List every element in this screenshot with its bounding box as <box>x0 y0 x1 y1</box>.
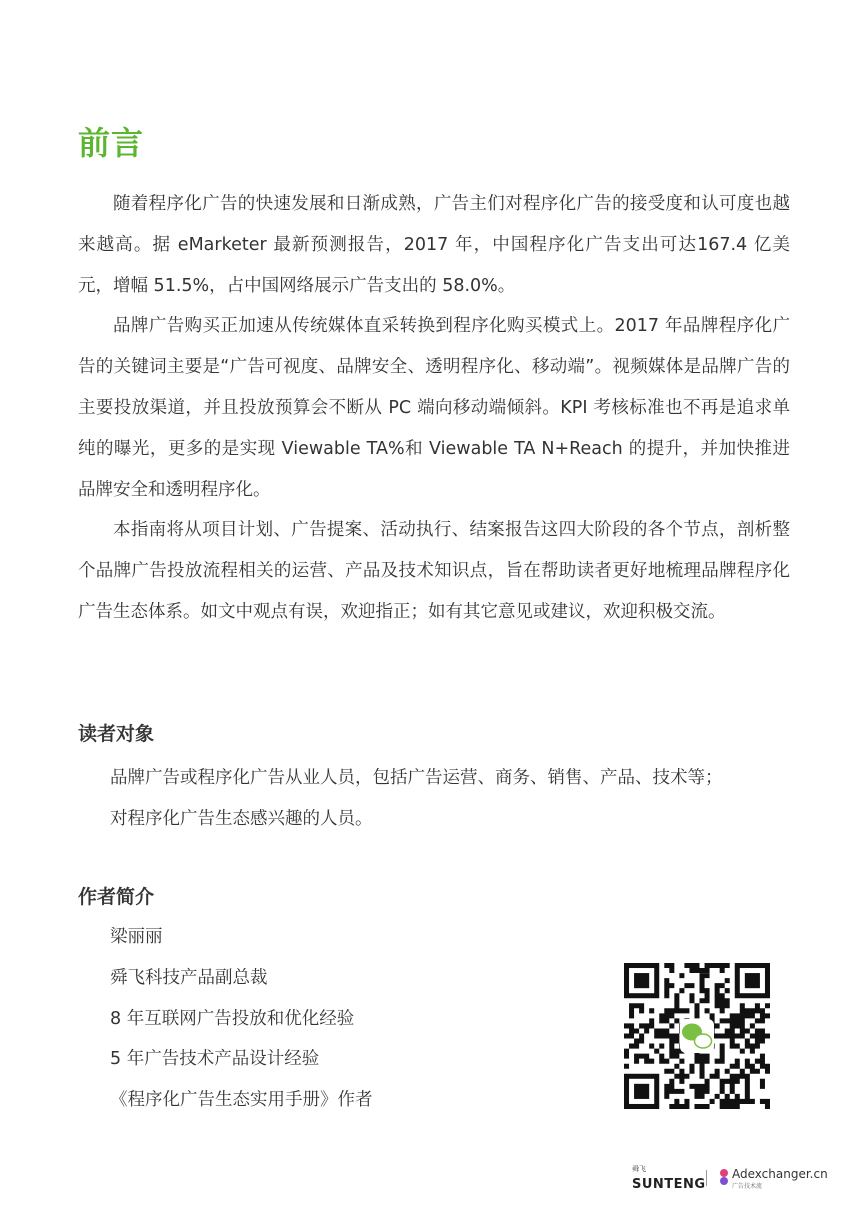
readers-line: 对程序化广告生态感兴趣的人员。 <box>110 808 373 829</box>
author-line: 舜飞科技产品副总裁 <box>110 967 268 988</box>
author-line: 《程序化广告生态实用手册》作者 <box>110 1090 373 1111</box>
author-name: 梁丽丽 <box>110 927 163 947</box>
qr-code-image <box>624 963 770 1109</box>
intro-paragraph: 本指南将从项目计划、广告提案、活动执行、结案报告这四大阶段的各个节点，剖析整个品牌广告投放流程相关的运营、产品及技术知识点，旨在帮助读者更好地梳理品牌程序化广告生态体系。如文中观点有误，欢迎指正；如有其它意见或建议，欢迎积极交流。 <box>78 520 790 622</box>
adexchanger-mark-icon <box>718 1168 730 1186</box>
page-title: 前言 <box>78 124 145 162</box>
author-line: 8 年互联网广告投放和优化经验 <box>110 1008 355 1029</box>
qr-code-icon <box>624 963 770 1109</box>
sunteng-logo-main: SUNTENG <box>632 1177 706 1192</box>
readers-heading: 读者对象 <box>78 723 155 745</box>
author-line: 5 年广告技术产品设计经验 <box>110 1049 320 1070</box>
footer-logos <box>632 1162 832 1192</box>
adexchanger-name: Adexchanger.cn <box>732 1167 828 1181</box>
qr-finder-center <box>745 973 760 988</box>
qr-finder-center <box>634 1084 649 1099</box>
intro-paragraph: 随着程序化广告的快速发展和日渐成熟，广告主们对程序化广告的接受度和认可度也越来越高。据 eMarketer 最新预测报告，2017 年，中国程序化广告支出可达167.4 亿美元，增幅 51.5%，占中国网络展示广告支出的 58.0%。 <box>78 194 790 296</box>
sunteng-logo <box>632 1165 706 1192</box>
sunteng-logo-sub: 舜飞 <box>632 1165 646 1173</box>
adexchanger-sub: 广告技术流 <box>732 1183 763 1190</box>
intro-section <box>78 184 790 633</box>
footer-divider <box>706 1170 707 1186</box>
author-list <box>110 917 373 1121</box>
qr-finder-center <box>634 973 649 988</box>
readers-list <box>110 758 800 840</box>
author-heading: 作者简介 <box>78 886 155 908</box>
wechat-bubble-icon <box>695 1034 712 1048</box>
readers-line: 品牌广告或程序化广告从业人员，包括广告运营、商务、销售、产品、技术等； <box>110 768 723 788</box>
intro-paragraph: 品牌广告购买正加速从传统媒体直采转换到程序化购买模式上。2017 年品牌程序化广告的关键词主要是“广告可视度、品牌安全、透明程序化、移动端”。视频媒体是品牌广告的主要投放渠道，并且投放预算会不断从 PC 端向移动端倾斜。KPI 考核标准也不再是追求单纯的曝光，更多的是实现 Viewable TA%和 Viewable TA N+Reach 的提升，并加快推进品牌安全和透明程序化。 <box>78 316 790 500</box>
